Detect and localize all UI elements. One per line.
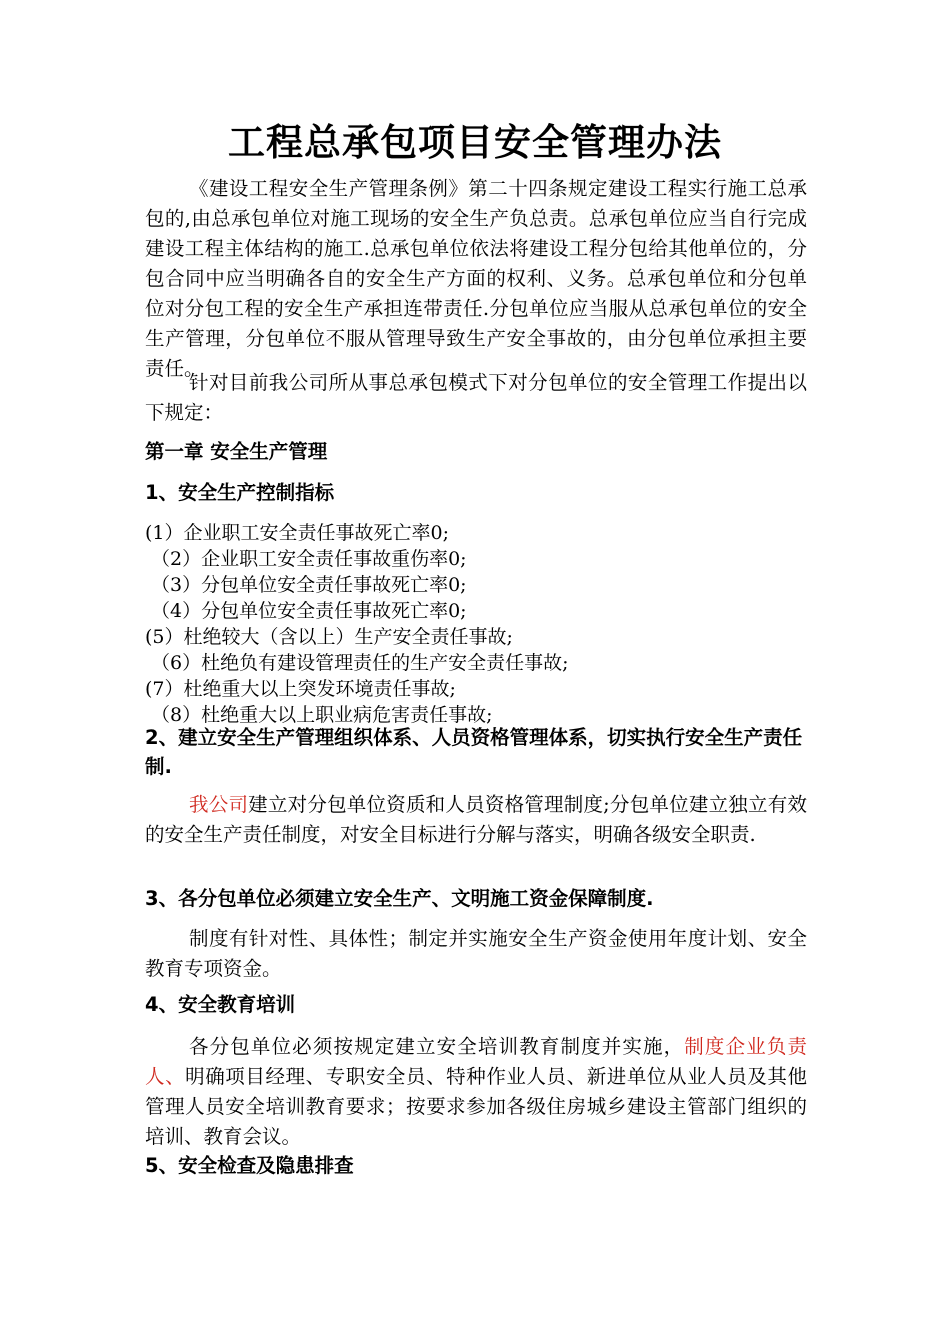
intro-paragraph-2: 针对目前我公司所从事总承包模式下对分包单位的安全管理工作提出以下规定： <box>145 371 807 424</box>
chapter-heading: 第一章 安全生产管理 <box>145 440 328 463</box>
highlighted-text: 制度企业负责人、 <box>145 1035 807 1088</box>
document-title: 工程总承包项目安全管理办法 <box>228 120 722 164</box>
list-item: (1）企业职工安全责任事故死亡率0; <box>145 522 449 544</box>
section-4-heading: 4、安全教育培训 <box>145 993 296 1016</box>
list-item: （3）分包单位安全责任事故死亡率0; <box>151 574 467 596</box>
section-1-heading: 1、安全生产控制指标 <box>145 481 335 504</box>
highlighted-text: 我公司 <box>189 793 249 816</box>
section-3-paragraph: 制度有针对性、具体性；制定并实施安全生产资金使用年度计划、安全教育专项资金。 <box>145 927 807 980</box>
list-item: （2）企业职工安全责任事故重伤率0; <box>151 548 467 570</box>
section-2-paragraph: 我公司建立对分包单位资质和人员资格管理制度;分包单位建立独立有效的安全生产责任制度，对安全目标进行分解与落实，明确各级安全职责. <box>145 793 807 846</box>
section-5-heading: 5、安全检查及隐患排查 <box>145 1154 354 1177</box>
list-item: (7）杜绝重大以上突发环境责任事故; <box>145 678 456 700</box>
section-2-heading: 2、建立安全生产管理组织体系、人员资格管理体系，切实执行安全生产责任制. <box>145 726 803 778</box>
intro-paragraph: 《建设工程安全生产管理条例》第二十四条规定建设工程实行施工总承包的,由总承包单位对施工现场的安全生产负总责。总承包单位应当自行完成建设工程主体结构的施工.总承包单位依法将建设工程分包给其他单位的，分包合同中应当明确各自的安全生产方面的权利、义务。总承包单位和分包单位对分包工程的安全生产承担连带责任.分包单位应当服从总承包单位的安全生产管理，分包单位不服从管理导致生产安全事故的，由分包单位承担主要责任。 <box>145 177 807 380</box>
section-4-paragraph: 各分包单位必须按规定建立安全培训教育制度并实施，制度企业负责人、明确项目经理、专职安全员、特种作业人员、新进单位从业人员及其他管理人员安全培训教育要求；按要求参加各级住房城乡建设主管部门组织的培训、教育会议。 <box>145 1035 807 1148</box>
section-3-heading: 3、各分包单位必须建立安全生产、文明施工资金保障制度. <box>145 887 654 910</box>
list-item: （6）杜绝负有建设管理责任的生产安全责任事故; <box>151 652 569 674</box>
list-item: (5）杜绝较大（含以上）生产安全责任事故; <box>145 626 513 648</box>
list-item: （8）杜绝重大以上职业病危害责任事故; <box>151 704 493 726</box>
list-item: （4）分包单位安全责任事故死亡率0; <box>151 600 467 622</box>
control-indicator-list <box>145 520 807 728</box>
